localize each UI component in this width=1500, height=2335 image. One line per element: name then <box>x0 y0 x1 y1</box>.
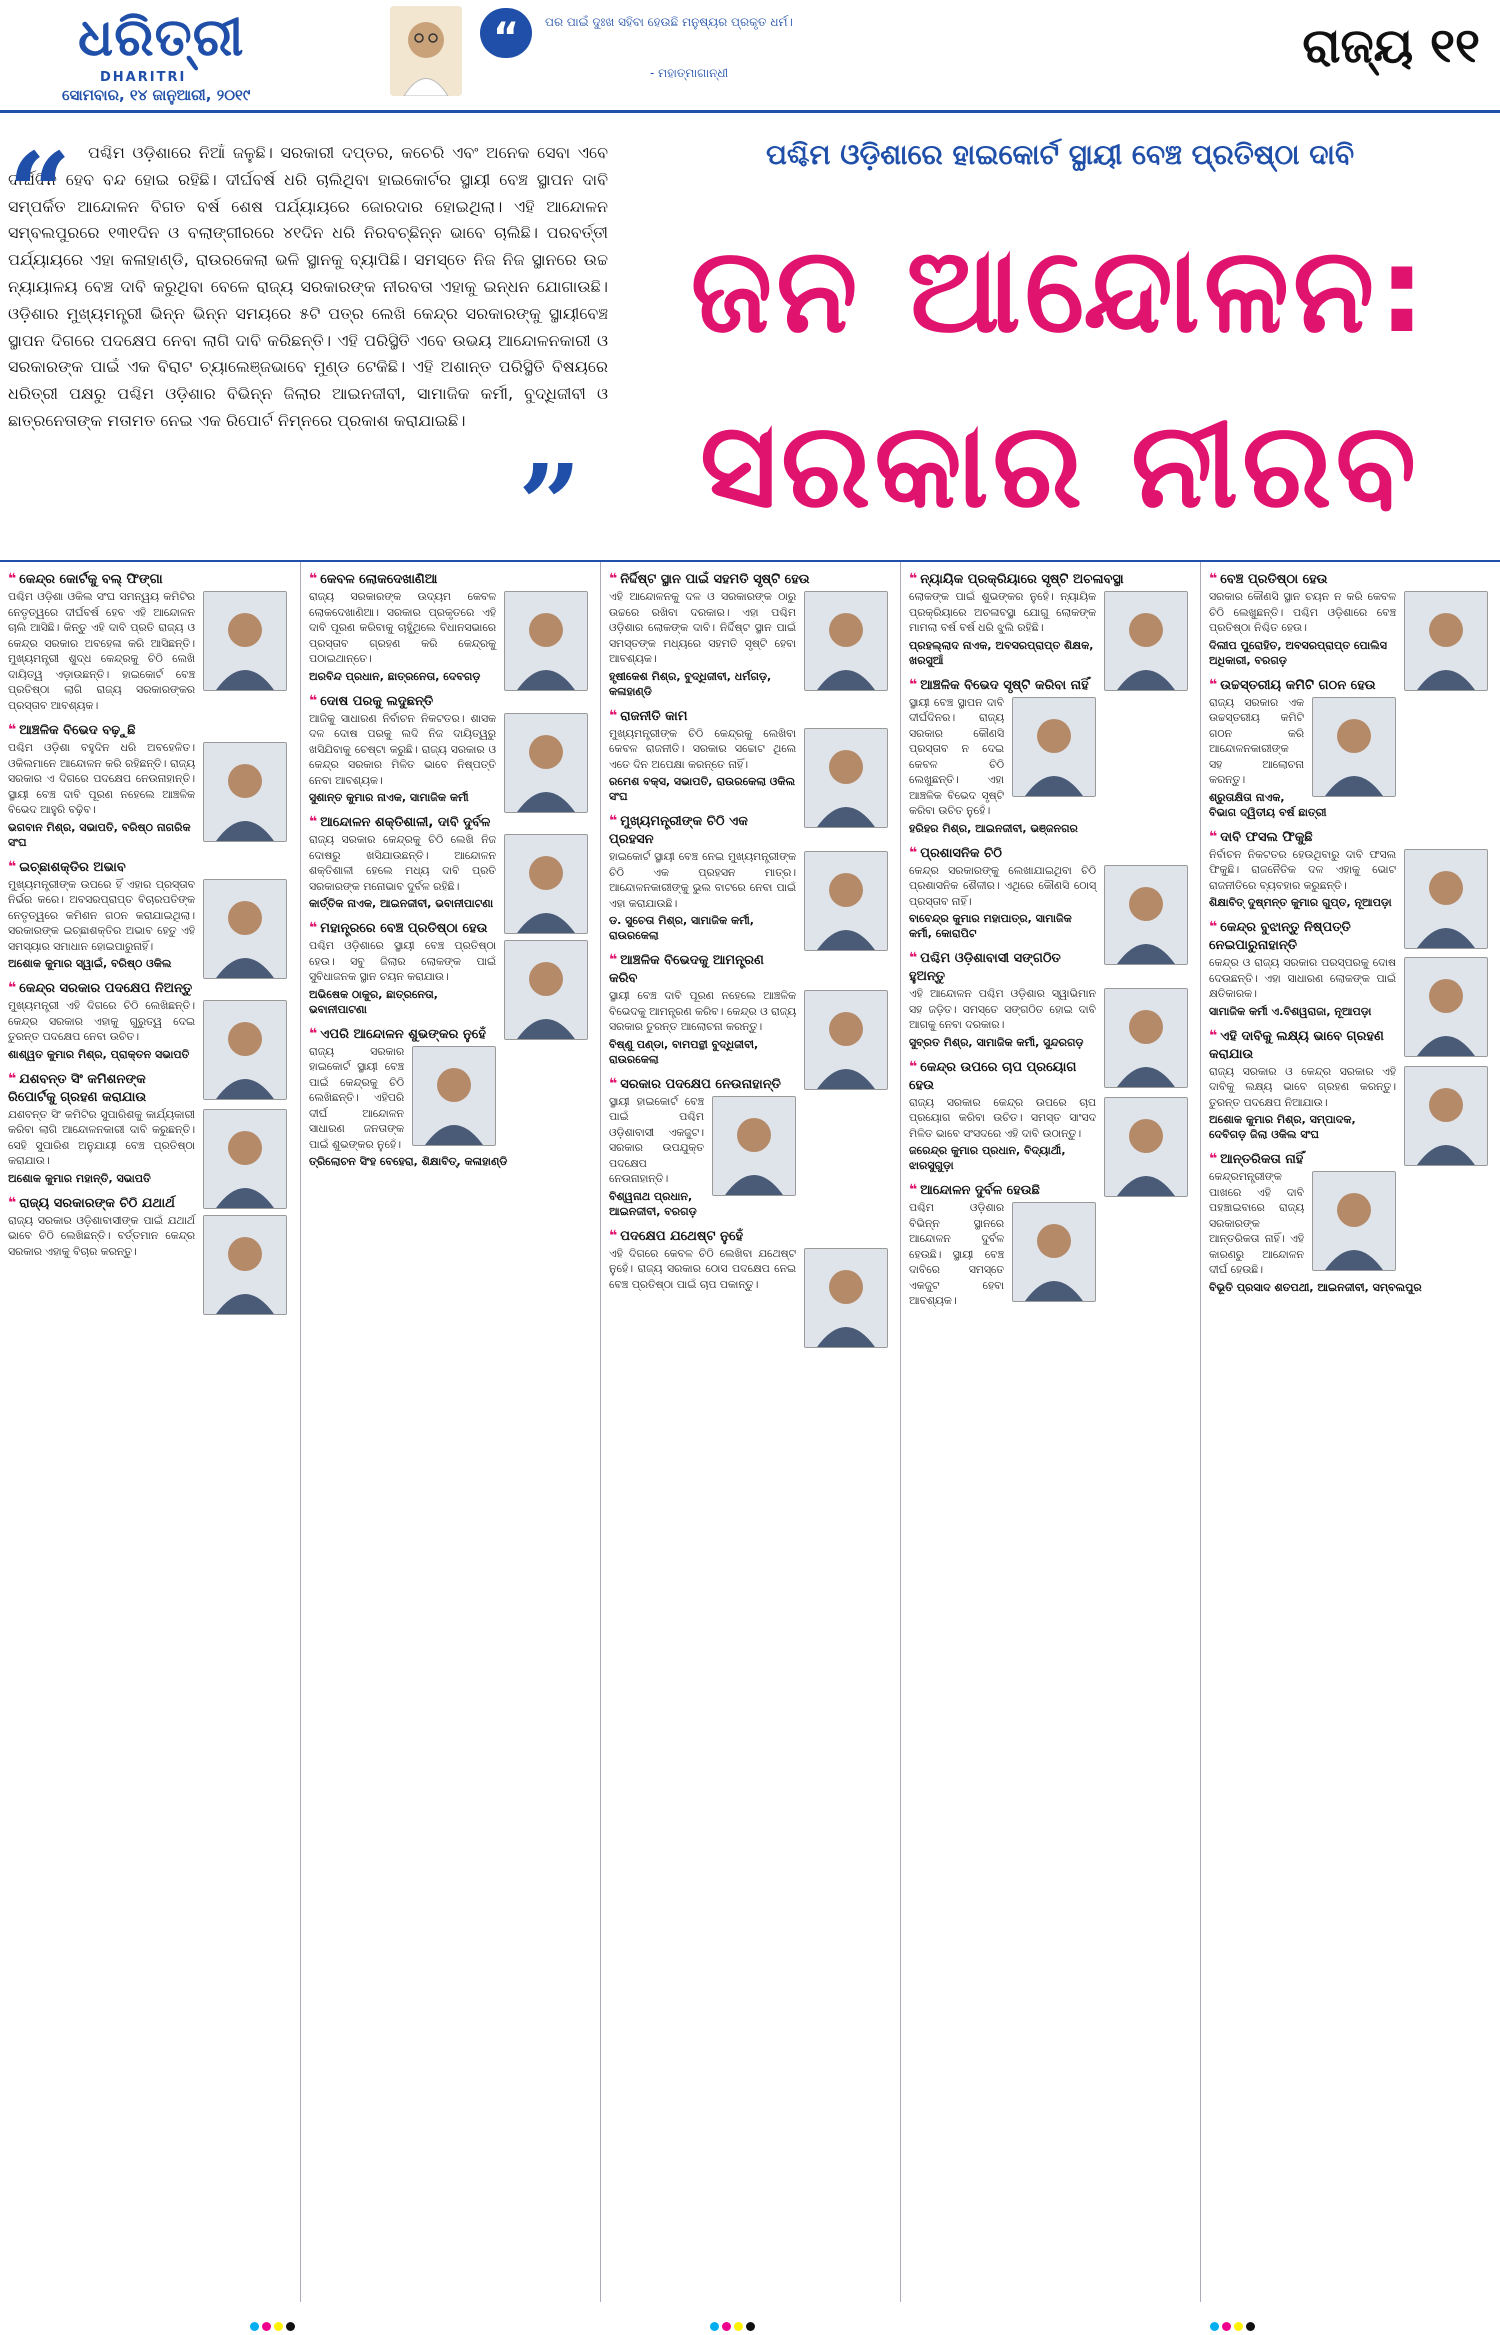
opinion-headline: ❝ ଏପରି ଆନ୍ଦୋଳନ ଶୁଭଙ୍କର ନୁହେଁ <box>309 1025 588 1044</box>
section-label: ରାଜ୍ୟ ୧୧ <box>1302 18 1480 74</box>
dateline: ସୋମବାର, ୧୪ ଜାନୁଆରୀ, ୨୦୧୯ <box>62 86 251 104</box>
masthead <box>0 0 1500 113</box>
contributor-byline: ଅରବିନ୍ଦ ପ୍ରଧାନ, ଛାତ୍ରନେତା, ଦେବଗଡ଼ <box>309 669 481 683</box>
color-registration-dots <box>1210 2316 1258 2335</box>
contributor-photo <box>1012 697 1096 797</box>
contributor-byline: ଅଶୋକ କୁମାର ମିଶ୍ର, ସମ୍ପାଦକ, ଦେବିଗଡ଼ ଜିଲା ଓକିଲ ସଂଘ <box>1209 1113 1356 1141</box>
opinion-item <box>909 1181 1188 1309</box>
contributor-photo <box>1104 591 1188 691</box>
open-quote-icon: “ <box>8 128 72 257</box>
contributor-byline: ସାମାଜିକ କର୍ମୀ ଏ.ବିଶୱରାଜା, ନୂଆପଡ଼ା <box>1209 1004 1372 1018</box>
opinion-text: ପଶ୍ଚିମ ଓଡ଼ିଶା ଓକିଲ ସଂଘ ସମନ୍ୱୟ କମିଟିର ନେତୃତ୍ୱରେ ଦୀର୍ଘବର୍ଷ ହେବ ଏହି ଆନ୍ଦୋଳନ ଚାଲି ଆସିଛି। କିନ୍ତୁ ଏହି ଦାବି ପ୍ରତି ରାଜ୍ୟ ଓ କେନ୍ଦ୍ର ସରକାର ଅବହେଳା କରି ଆସିଛନ୍ତି। ମୁଖ୍ୟମନ୍ତ୍ରୀ ଶୁଦ୍ଧ କେନ୍ଦ୍ରକୁ ଚିଠି ଲେଖି ଦାୟିତ୍ୱ ଏଡ଼ାଉଛନ୍ତି। ହାଇକୋର୍ଟ ବେଞ୍ଚ ପ୍ରତିଷ୍ଠା ଲାଗି ରାଜ୍ୟ ସରକାରଙ୍କର ପ୍ରସ୍ତାବ ଆବଶ୍ୟକ। <box>8 590 195 712</box>
contributor-byline: ଦିଲୀପ ପୁରୋହିତ, ଅବସରପ୍ରାପ୍ତ ପୋଲିସ ଅଧିକାରୀ, ବରଗଡ଼ <box>1209 638 1387 667</box>
opinion-text: ଏହି ଆନ୍ଦୋଳନକୁ ଦଳ ଓ ସରକାରଙ୍କ ଠାରୁ ଉଚ୍ଚରେ ରଖିବା ଦରକାର। ଏହା ପଶ୍ଚିମ ଓଡ଼ିଶାର ଲୋକଙ୍କ ଦାବି। ନିର୍ଦ୍ଦିଷ୍ଟ ସ୍ଥାନ ପାଇଁ ସମସ୍ତଙ୍କ ମଧ୍ୟରେ ସହମତି ସୃଷ୍ଟି ହେବା ଆବଶ୍ୟକ। <box>609 590 796 665</box>
opinion-headline: ❝ ଆଞ୍ଚଳିକ ବିଭେଦ ସୃଷ୍ଟି କରିବା ନାହିଁ <box>909 676 1188 695</box>
opinion-item <box>909 570 1188 668</box>
opinion-text: ସ୍ଥାୟୀ ହାଇକୋର୍ଟ ବେଞ୍ଚ ପାଇଁ ପଶ୍ଚିମ ଓଡ଼ିଶାବାସୀ ଏକଜୁଟ। ସରକାର ଉପଯୁକ୍ତ ପଦକ୍ଷେପ ନେଉନାହାନ୍ତି। <box>609 1094 704 1185</box>
contributor-byline: ବାବେନ୍ଦ୍ର କୁମାର ମହାପାତ୍ର, ସାମାଜିକ କର୍ମୀ, କୋରାପିଟ <box>909 912 1072 940</box>
contributor-photo <box>1012 1202 1096 1302</box>
opinion-headline: ❝ ସରକାର ପଦକ୍ଷେପ ନେଉନାହାନ୍ତି <box>609 1075 888 1094</box>
opinion-item <box>609 707 888 805</box>
contributor-photo <box>504 713 588 813</box>
opinion-text: ଏହି ଆନ୍ଦୋଳନ ପଶ୍ଚିମ ଓଡ଼ିଶାର ସ୍ୱାଭିମାନ ସହ ଜଡ଼ିତ। ସମସ୍ତେ ସଙ୍ଗଠିତ ହୋଇ ଦାବି ଆଗକୁ ନେବା ଦରକାର। <box>909 987 1096 1031</box>
opinion-item <box>309 1025 588 1170</box>
contributor-byline: ବିଶ୍ୱନାଥ ପ୍ରଧାନ, ଆଇନଜୀବୀ, ବରଗଡ଼ <box>609 1189 697 1218</box>
contributor-photo <box>412 1046 496 1146</box>
contributor-byline: ଅଶୋକ କୁମାର ସ୍ୱାଇଁ, ବରିଷ୍ଠ ଓକିଲ <box>8 957 172 970</box>
opinion-headline: ❝ ଆଞ୍ଚଳିକ ବିଭେଦକୁ ଆମନ୍ତ୍ରଣ କରିବ <box>609 951 888 988</box>
opinion-headline: ❝ ନିର୍ଦ୍ଦିଷ୍ଟ ସ୍ଥାନ ପାଇଁ ସହମତି ସୃଷ୍ଟି ହେଉ <box>609 570 888 589</box>
opinion-text: ରାଜ୍ୟ ସରକାର ଓ କେନ୍ଦ୍ର ସରକାର ଏହି ଦାବିକୁ ଲକ୍ଷ୍ୟ ଭାବେ ଗ୍ରହଣ କରନ୍ତୁ। ତୁରନ୍ତ ପଦକ୍ଷେପ ନିଆଯାଉ। <box>1209 1064 1396 1109</box>
opinion-text: ରାଜ୍ୟ ସରକାରଙ୍କ ଉଦ୍ୟମ କେବଳ ଲୋକଦେଖାଣିଆ। ସରକାର ପ୍ରକୃତରେ ଏହି ଦାବି ପୂରଣ କରିବାକୁ ଚାହୁଁଥିଲେ ବିଧାନସଭାରେ ପ୍ରସ୍ତାବ ଗ୍ରହଣ କରି କେନ୍ଦ୍ରକୁ ପଠାଇଥାନ୍ତେ। <box>309 590 496 665</box>
contributor-photo <box>203 1109 287 1209</box>
contributor-byline: ବିଷ୍ଣୁ ପଣ୍ଡା, ବାମପନ୍ଥୀ ବୁଦ୍ଧିଜୀବୀ, ରାଉରକେଲା <box>609 1037 759 1066</box>
opinion-item <box>8 858 287 972</box>
opinion-headline: ❝ କେନ୍ଦ୍ର ସରକାର ପଦକ୍ଷେପ ନିଅନ୍ତୁ <box>8 979 287 998</box>
contributor-photo <box>1312 1171 1396 1271</box>
opinion-headline: ❝ ଇଚ୍ଛାଶକ୍ତିର ଅଭାବ <box>8 858 287 877</box>
opinion-headline: ❝ ଦୋଷ ପରକୁ ଲଦୁଛନ୍ତି <box>309 692 588 711</box>
opinion-item <box>609 570 888 699</box>
column-4 <box>900 562 1194 2302</box>
opinion-text: ସ୍ଥାୟୀ ବେଞ୍ଚ ଦାବି ପୂରଣ ନହେଲେ ଆଞ୍ଚଳିକ ବିଭେଦକୁ ଆମନ୍ତ୍ରଣ କରିବ। କେନ୍ଦ୍ର ଓ ରାଜ୍ୟ ସରକାର ତୁରନ୍ତ ଆଲୋଚନା କରନ୍ତୁ। <box>609 989 796 1033</box>
newspaper-logo: ଧରିତ୍ରୀ <box>78 8 245 68</box>
opinion-text: କେନ୍ଦ୍ର ଓ ରାଜ୍ୟ ସରକାର ପରସ୍ପରକୁ ଦୋଷ ଦେଉଛନ୍ତି। ଏହା ସାଧାରଣ ଲୋକଙ୍କ ପାଇଁ କ୍ଷତିକାରକ। <box>1209 956 1396 1000</box>
opinion-item <box>8 570 287 713</box>
opinion-text: ମୁଖ୍ୟମନ୍ତ୍ରୀଙ୍କ ଉପରେ ହିଁ ଏହାର ପ୍ରସ୍ତାବ ନିର୍ଭର କରେ। ଅବସରପ୍ରାପ୍ତ ବିଚାରପତିଙ୍କ ନେତୃତ୍ୱରେ କମିଶନ ଗଠନ କରାଯାଇଥିଲା। ସରକାରଙ୍କ ଇଚ୍ଛାଶକ୍ତିର ଅଭାବ ହେତୁ ଏହି ସମସ୍ୟାର ସମାଧାନ ହୋଇପାରୁନାହିଁ। <box>8 877 195 953</box>
opinion-text: କେନ୍ଦ୍ରମନ୍ତ୍ରୀଙ୍କ ପାଖରେ ଏହି ଦାବି ପହଞ୍ଚାଇବାରେ ରାଜ୍ୟ ସରକାରଙ୍କ ଆନ୍ତରିକତା ନାହିଁ। ଏହି କାରଣରୁ ଆନ୍ଦୋଳନ ଦୀର୍ଘ ହେଉଛି। <box>1209 1170 1304 1276</box>
contributor-photo <box>804 728 888 828</box>
contributor-photo <box>804 851 888 951</box>
contributor-byline: ହରିହର ମିଶ୍ର, ଆଇନଜୀବୀ, ଭଞ୍ଜନଗର <box>909 821 1078 835</box>
contributor-photo <box>804 591 888 691</box>
contributor-photo <box>203 1000 287 1100</box>
contributor-byline: ବିଭୂତି ପ୍ରସାଦ ଶତପଥୀ, ଆଇନଜୀବୀ, ସମ୍ବଲପୁର <box>1209 1280 1422 1294</box>
opinion-text: ନିର୍ବାଚନ ନିକଟତର ହେଉଥିବାରୁ ଦାବି ଫସଲ ଫିକୁଛି। ରାଜନୈତିକ ଦଳ ଏହାକୁ ଭୋଟ ରାଜନୀତିରେ ବ୍ୟବହାର କରୁଛନ୍ତି। <box>1209 847 1396 892</box>
contributor-photo <box>1404 591 1488 691</box>
opinion-text: ହାଇକୋର୍ଟ ସ୍ଥାୟୀ ବେଞ୍ଚ ନେଇ ମୁଖ୍ୟମନ୍ତ୍ରୀଙ୍କ ଚିଠି ଏକ ପ୍ରହସନ ମାତ୍ର। ଆନ୍ଦୋଳନକାରୀଙ୍କୁ ଭୁଲ ବାଟରେ ନେବା ପାଇଁ ଏହା କରାଯାଉଛି। <box>609 850 796 910</box>
opinion-item <box>8 979 287 1062</box>
contributor-byline: ଡ. ସୁଚେତା ମିଶ୍ର, ସାମାଜିକ କର୍ମୀ, ରାଉରକେଲା <box>609 914 754 942</box>
contributor-photo <box>804 1248 888 1348</box>
opinion-text: ମୁଖ୍ୟମନ୍ତ୍ରୀ ଏହି ଦିଗରେ ଚିଠି ଲେଖିଛନ୍ତି। କେନ୍ଦ୍ର ସରକାର ଏହାକୁ ଗୁରୁତ୍ୱ ଦେଇ ତୁରନ୍ତ ପଦକ୍ଷେପ ନେବା ଉଚିତ। <box>8 999 195 1043</box>
color-registration-dots <box>250 2316 298 2335</box>
opinion-headline: ❝ କେବଳ ଲୋକଦେଖାଣିଆ <box>309 570 588 589</box>
opinion-item <box>909 676 1188 836</box>
contributor-photo <box>712 1096 796 1196</box>
opinion-headline: ❝ ଆନ୍ଦୋଳନ ଦୁର୍ବଳ ହେଉଛି <box>909 1181 1188 1200</box>
opinion-text: ପଶ୍ଚିମ ଓଡ଼ିଶା ବହୁଦିନ ଧରି ଅବହେଳିତ। ଓକିଲମାନେ ଆନ୍ଦୋଳନ କରି ରହିଛନ୍ତି। ରାଜ୍ୟ ସରକାର ଏ ଦିଗରେ ପଦକ୍ଷେପ ନେଉନାହାନ୍ତି। ସ୍ଥାୟୀ ବେଞ୍ଚ ଦାବି ପୂରଣ ନହେଲେ ଆଞ୍ଚଳିକ ବିଭେଦ ଆହୁରି ବଢ଼ିବ। <box>8 741 195 816</box>
opinion-text: ରାଜ୍ୟ ସରକାର କେନ୍ଦ୍ର ଉପରେ ଚାପ ପ୍ରୟୋଗ କରିବା ଉଚିତ। ସମସ୍ତ ସାଂସଦ ମିଳିତ ଭାବେ ସଂସଦରେ ଏହି ଦାବି ଉଠାନ୍ତୁ। <box>909 1095 1096 1140</box>
opinion-item <box>309 570 588 684</box>
opinion-item <box>309 813 588 911</box>
opinion-headline: ❝ କେନ୍ଦ୍ର ବୁଝାନ୍ତୁ ନିଷ୍ପତ୍ତି ନେଇପାରୁନାହାନ୍ତି <box>1209 918 1488 955</box>
quote-icon: “ <box>480 8 532 58</box>
opinion-headline: ❝ ଯଶବନ୍ତ ସିଂ କମିଶନଙ୍କ ରିପୋର୍ଟକୁ ଗ୍ରହଣ କରାଯାଉ <box>8 1070 287 1107</box>
headline-line-1: ଜନ ଆନ୍ଦୋଳନ: <box>690 221 1430 359</box>
opinion-headline: ❝ ଆନ୍ଦୋଳନ ଶକ୍ତିଶାଳୀ, ଦାବି ଦୁର୍ବଳ <box>309 813 588 832</box>
opinion-headline: ❝ ଆଞ୍ଚଳିକ ବିଭେଦ ବଢ଼ୁଛି <box>8 721 287 740</box>
opinion-item <box>609 1075 888 1219</box>
opinion-item <box>609 812 888 943</box>
kicker: ପଶ୍ଚିମ ଓଡ଼ିଶାରେ ହାଇକୋର୍ଟ ସ୍ଥାୟୀ ବେଞ୍ଚ ପ୍ରତିଷ୍ଠା ଦାବି <box>765 138 1355 171</box>
opinion-text: ଆଜିକୁ ସାଧାରଣ ନିର୍ବାଚନ ନିକଟତର। ଶାସକ ଦଳ ଦୋଷ ପରକୁ ଲଦି ନିଜ ଦାୟିତ୍ୱରୁ ଖସିଯିବାକୁ ଚେଷ୍ଟା କରୁଛି। ରାଜ୍ୟ ସରକାର ଓ କେନ୍ଦ୍ର ସରକାର ମିଳିତ ଭାବେ ନିଷ୍ପତ୍ତି ନେବା ଆବଶ୍ୟକ। <box>309 711 496 787</box>
opinion-text: ଲୋକଙ୍କ ପାଇଁ ଶୁଭଙ୍କର ନୁହେଁ। ନ୍ୟାୟିକ ପ୍ରକ୍ରିୟାରେ ଅଚଳାବସ୍ଥା ଯୋଗୁ ଲୋକଙ୍କ ମାମଲା ବର୍ଷ ବର୍ଷ ଧରି ଝୁଲି ରହିଛି। <box>909 590 1096 634</box>
opinion-headline: ❝ ବେଞ୍ଚ ପ୍ରତିଷ୍ଠା ହେଉ <box>1209 570 1488 589</box>
contributor-byline: ରମେଶ ବକ୍ସ, ସଭାପତି, ରାଉରକେଲା ଓକିଲ ସଂଘ <box>609 775 796 803</box>
opinion-text: ଯଶବନ୍ତ ସିଂ କମିଟିର ସୁପାରିଶକୁ କାର୍ଯ୍ୟକାରୀ କରିବା ଲାଗି ଆନ୍ଦୋଳନକାରୀ ଦାବି କରୁଛନ୍ତି। ସେହି ସୁପାରିଶ ଅନୁଯାୟୀ ବେଞ୍ଚ ପ୍ରତିଷ୍ଠା କରାଯାଉ। <box>8 1107 195 1167</box>
newspaper-logo-sub: DHARITRI <box>100 70 187 85</box>
contributor-byline: ଶିକ୍ଷାବିତ୍ ଦୁଷ୍ମନ୍ତ କୁମାର ଗୁପ୍ତ, ନୂଆପଡ଼ା <box>1209 896 1392 909</box>
contributor-photo <box>804 990 888 1090</box>
column-5 <box>1200 562 1494 2302</box>
opinion-text: ରାଜ୍ୟ ସରକାର ହାଇକୋର୍ଟ ସ୍ଥାୟୀ ବେଞ୍ଚ ପାଇଁ କେନ୍ଦ୍ରକୁ ଚିଠି ଲେଖିଛନ୍ତି। ଏହିପରି ଦୀର୍ଘ ଆନ୍ଦୋଳନ ସାଧାରଣ ଜନତାଙ୍କ ପାଇଁ ଶୁଭଙ୍କର ନୁହେଁ। <box>309 1044 404 1151</box>
opinion-text: ମୁଖ୍ୟମନ୍ତ୍ରୀଙ୍କ ଚିଠି କେନ୍ଦ୍ରକୁ ଲେଖିବା କେବଳ ରାଜନୀତି। ସରକାର ସଚ୍ଚୋଟ ଥିଲେ ଏତେ ଦିନ ଅପେକ୍ଷା କରନ୍ତେ ନାହିଁ। <box>609 726 796 771</box>
contributor-byline: ଜରେନ୍ଦ୍ର କୁମାର ପ୍ରଧାନ, ବିଦ୍ୟାର୍ଥୀ, ଝାରସୁଗୁଡ଼ା <box>909 1144 1066 1172</box>
opinion-headline: ❝ ମୁଖ୍ୟମନ୍ତ୍ରୀଙ୍କ ଚିଠି ଏକ ପ୍ରହସନ <box>609 812 888 849</box>
opinion-item <box>1209 1150 1488 1295</box>
column-1 <box>0 562 293 2302</box>
contributor-byline: ହୃଷୀକେଶ ମିଶ୍ର, ବୁଦ୍ଧିଜୀବୀ, ଧର୍ମଗଡ଼, କଳାହାଣ୍ଡି <box>609 669 772 698</box>
opinion-headline: ❝ ଉଚ୍ଚସ୍ତରୀୟ କମିଟି ଗଠନ ହେଉ <box>1209 676 1488 695</box>
gandhi-portrait <box>390 6 462 96</box>
opinion-headline: ❝ ପଦକ୍ଷେପ ଯଥେଷ୍ଟ ନୁହେଁ <box>609 1227 888 1246</box>
contributor-photo <box>203 1215 287 1315</box>
opinion-text: ପଶ୍ଚିମ ଓଡ଼ିଶାରେ ସ୍ଥାୟୀ ବେଞ୍ଚ ପ୍ରତିଷ୍ଠା ହେଉ। ସବୁ ଜିଲାର ଲୋକଙ୍କ ପାଇଁ ସୁବିଧାଜନକ ସ୍ଥାନ ଚୟନ କରାଯାଉ। <box>309 939 496 983</box>
opinion-item <box>609 951 888 1067</box>
quote-author: - ମହାତ୍ମାଗାନ୍ଧୀ <box>650 66 729 80</box>
opinion-headline: ❝ ଆନ୍ତରିକତା ନାହିଁ <box>1209 1150 1488 1169</box>
opinion-item <box>1209 828 1488 911</box>
contributor-photo <box>504 591 588 691</box>
opinion-headline: ❝ କେନ୍ଦ୍ର କୋର୍ଟକୁ ବଲ୍ ଫିଙ୍ଗା <box>8 570 287 589</box>
opinion-headline: ❝ ଦାବି ଫସଲ ଫିକୁଛି <box>1209 828 1488 847</box>
contributor-byline: ଶ୍ରୁତାକ୍ଷିତା ନାଏକ, ବିଭାଗ ଦ୍ୱିତୀୟ ବର୍ଷ ଛାତ୍ରୀ <box>1209 790 1327 819</box>
contributor-photo <box>203 742 287 842</box>
opinion-headline: ❝ ପ୍ରଶାସନିକ ଚିଠି <box>909 844 1188 863</box>
close-quote-icon: ” <box>518 440 582 569</box>
contributor-photo <box>203 879 287 979</box>
headline-line-2: ସରକାର ନୀରବ <box>700 396 1420 534</box>
contributor-byline: ଭଗବାନ ମିଶ୍ର, ସଭାପତି, ବରିଷ୍ଠ ନାଗରିକ ସଂଘ <box>8 820 191 849</box>
opinion-item <box>309 692 588 806</box>
contributor-photo <box>504 940 588 1040</box>
contributor-photo <box>1312 697 1396 797</box>
opinion-headline: ❝ ରାଜ୍ୟ ସରକାରଙ୍କ ଚିଠି ଯଥାର୍ଥ <box>8 1194 287 1213</box>
contributor-photo <box>1104 1097 1188 1197</box>
opinion-headline: ❝ କେନ୍ଦ୍ର ଉପରେ ଚାପ ପ୍ରୟୋଗ ହେଉ <box>909 1058 1188 1095</box>
contributor-photo <box>1404 957 1488 1057</box>
contributor-byline: ସୁବ୍ରତ ମିଶ୍ର, ସାମାଜିକ କର୍ମୀ, ସୁନ୍ଦରଗଡ଼ <box>909 1035 1084 1049</box>
contributor-photo <box>203 591 287 691</box>
opinion-text: ରାଜ୍ୟ ସରକାର ଏକ ଉଚ୍ଚସ୍ତରୀୟ କମିଟି ଗଠନ କରି ଆନ୍ଦୋଳନକାରୀଙ୍କ ସହ ଆଲୋଚନା କରନ୍ତୁ। <box>1209 695 1304 786</box>
opinion-text: ରାଜ୍ୟ ସରକାର କେନ୍ଦ୍ରକୁ ଚିଠି ଲେଖି ନିଜ ଦୋଷରୁ ଖସିଯାଉଛନ୍ତି। ଆନ୍ଦୋଳନ ଶକ୍ତିଶାଳୀ ହେଲେ ମଧ୍ୟ ଦାବି ପ୍ରତି ସରକାରଙ୍କ ମନୋଭାବ ଦୁର୍ବଳ ରହିଛି। <box>309 833 496 893</box>
opinion-headline: ❝ ମହାନ୍ତ୍ରରେ ବେଞ୍ଚ ପ୍ରତିଷ୍ଠା ହେଉ <box>309 919 588 938</box>
contributor-photo <box>1104 988 1188 1088</box>
column-3 <box>600 562 894 2302</box>
opinion-text: ସରକାର କୌଣସି ସ୍ଥାନ ଚୟନ ନ କରି କେବଳ ଚିଠି ଲେଖୁଛନ୍ତି। ପଶ୍ଚିମ ଓଡ଼ିଶାରେ ବେଞ୍ଚ ପ୍ରତିଷ୍ଠା ନିଶ୍ଚିତ ହେଉ। <box>1209 590 1396 634</box>
opinions-body <box>0 560 1500 2302</box>
contributor-byline: ପ୍ରହଲ୍ଲାଦ ନାଏକ, ଅବସରପ୍ରାପ୍ତ ଶିକ୍ଷକ, ଖରସୁଆଁ <box>909 638 1094 667</box>
intro-text: ପଶ୍ଚିମ ଓଡ଼ିଶାରେ ନିଆଁ ଜଳୁଛି। ସରକାରୀ ଦପ୍ତର, କଚେରି ଏବଂ ଅନେକ ସେବା ଏବେ ଦୀର୍ଘଦିନ ହେବ ବନ୍ଦ ହୋଇ ରହିଛି। ଦୀର୍ଘବର୍ଷ ଧରି ଚାଲିଥିବା ହାଇକୋର୍ଟର ସ୍ଥାୟୀ ବେଞ୍ଚ ସ୍ଥାପନ ଦାବି ସମ୍ପର୍କିତ ଆନ୍ଦୋଳନ ବିଗତ ବର୍ଷ ଶେଷ ପର୍ଯ୍ୟାୟରେ ଜୋରଦାର ହୋଇଥିଲା। ଏହି ଆନ୍ଦୋଳନ ସମ୍ବଲପୁରରେ ୧୩୧ଦିନ ଓ ବଲାଙ୍ଗୀରରେ ୪୧ଦିନ ଧରି ନିରବଚ୍ଛିନ୍ନ ଭାବେ ଚାଲିଛି। ପରବର୍ତ୍ତୀ ପର୍ଯ୍ୟାୟରେ ଏହା କଳାହାଣ୍ଡି, ରାଉରକେଲା ଭଳି ସ୍ଥାନକୁ ବ୍ୟାପିଛି। ସମସ୍ତେ ନିଜ ନିଜ ସ୍ଥାନରେ ଉଚ୍ଚ ନ୍ୟାୟାଳୟ ବେଞ୍ଚ ଦାବି କରୁଥିବା ବେଳେ ରାଜ୍ୟ ସରକାରଙ୍କ ନୀରବତା ଏହାକୁ ଇନ୍ଧନ ଯୋଗାଉଛି। ଓଡ଼ିଶାର ମୁଖ୍ୟମନ୍ତ୍ରୀ ଭିନ୍ନ ଭିନ୍ନ ସମୟରେ ୫ଟି ପତ୍ର ଲେଖି କେନ୍ଦ୍ର ସରକାରଙ୍କୁ ସ୍ଥାୟୀବେଞ୍ଚ ସ୍ଥାପନ ଦିଗରେ ପଦକ୍ଷେପ ନେବା ଲାଗି ଦାବି କରିଛନ୍ତି। ଏହି ପରିସ୍ଥିତି ଏବେ ଉଭୟ ଆନ୍ଦୋଳନକାରୀ ଓ ସରକାରଙ୍କ ପାଇଁ ଏକ ବିରାଟ ଚ୍ୟାଲେଞ୍ଜଭାବେ ମୁଣ୍ଡ ଟେକିଛି। ଏହି ଅଶାନ୍ତ ପରିସ୍ଥିତି ବିଷୟରେ ଧରିତ୍ରୀ ପକ୍ଷରୁ ପଶ୍ଚିମ ଓଡ଼ିଶାର ବିଭିନ୍ନ ଜିଲାର ଆଇନଜୀବୀ, ସାମାଜିକ କର୍ମୀ, ବୁଦ୍ଧିଜୀବୀ ଓ ଛାତ୍ରନେତାଙ୍କ ମତାମତ ନେଇ ଏକ ରିପୋର୍ଟ ନିମ୍ନରେ ପ୍ରକାଶ କରାଯାଇଛି। <box>8 143 608 430</box>
opinion-item <box>609 1227 888 1293</box>
opinion-text: ଏହି ଦିଗରେ କେବଳ ଚିଠି ଲେଖିବା ଯଥେଷ୍ଟ ନୁହେଁ। ରାଜ୍ୟ ସରକାର ଠୋସ ପଦକ୍ଷେପ ନେଇ ବେଞ୍ଚ ପ୍ରତିଷ୍ଠା ପାଇଁ ଚାପ ପକାନ୍ତୁ। <box>609 1246 796 1291</box>
contributor-photo <box>1404 849 1488 949</box>
contributor-byline: ତ୍ରିଲୋଚନ ସିଂହ ବେହେରା, ଶିକ୍ଷାବିତ୍, କଳାହାଣ୍ଡି <box>309 1155 508 1168</box>
contributor-byline: ସୁଶାନ୍ତ କୁମାର ନାଏକ, ସାମାଜିକ କର୍ମୀ <box>309 791 469 804</box>
opinion-headline: ❝ ନ୍ୟାୟିକ ପ୍ରକ୍ରିୟାରେ ସୃଷ୍ଟି ଅଚଳାବସ୍ଥା <box>909 570 1188 589</box>
contributor-byline: ଅଭିଷେକ ଠାକୁର, ଛାତ୍ରନେତା, ଭବାନୀପାଟଣା <box>309 987 438 1016</box>
color-registration-dots <box>710 2316 758 2335</box>
opinion-text: କେନ୍ଦ୍ର ସରକାରଙ୍କୁ ଲେଖାଯାଇଥିବା ଚିଠି ପ୍ରଶାସନିକ ଶୈଳୀର। ଏଥିରେ କୌଣସି ଠୋସ୍ ପ୍ରସ୍ତାବ ନାହିଁ। <box>909 863 1096 908</box>
daily-quote: ପର ପାଇଁ ଦୁଃଖ ସହିବା ହେଉଛି ମନୁଷ୍ୟର ପ୍ରକୃତ ଧର୍ମ। <box>545 15 793 29</box>
opinion-item <box>1209 570 1488 668</box>
opinion-headline: ❝ ରାଜନୀତି କାମ <box>609 707 888 726</box>
contributor-photo <box>1404 1066 1488 1166</box>
column-2 <box>300 562 594 2302</box>
opinion-text: ସ୍ଥାୟୀ ବେଞ୍ଚ ସ୍ଥାପନ ଦାବି ଦୀର୍ଘଦିନର। ରାଜ୍ୟ ସରକାର କୌଣସି ପ୍ରସ୍ତାବ ନ ଦେଇ କେବଳ ଚିଠି ଲେଖୁଛନ୍ତି। ଏହା ଆଞ୍ଚଳିକ ବିଭେଦ ସୃଷ୍ଟି କରିବା ଉଚିତ ନୁହେଁ। <box>909 695 1004 817</box>
print-registration-marks <box>0 2308 1500 2334</box>
contributor-byline: କାର୍ତ୍ତିକ ନାଏକ, ଆଇନଜୀବୀ, ଭବାନୀପାଟଣା <box>309 897 494 910</box>
contributor-byline: ଶାଶ୍ୱତ କୁମାର ମିଶ୍ର, ପ୍ରାକ୍ତନ ସଭାପତି <box>8 1047 190 1061</box>
contributor-photo <box>1104 865 1188 965</box>
opinion-item <box>8 721 287 850</box>
opinion-item <box>1209 676 1488 820</box>
opinion-headline: ❝ ଏହି ଦାବିକୁ ଲକ୍ଷ୍ୟ ଭାବେ ଗ୍ରହଣ କରାଯାଉ <box>1209 1027 1488 1064</box>
opinion-text: ରାଜ୍ୟ ସରକାର ଓଡ଼ିଶାବାସୀଙ୍କ ପାଇଁ ଯଥାର୍ଥ ଭାବେ ଚିଠି ଲେଖିଛନ୍ତି। ବର୍ତ୍ତମାନ କେନ୍ଦ୍ର ସରକାର ଏହାକୁ ବିଚାର କରନ୍ତୁ। <box>8 1213 195 1258</box>
opinion-item <box>909 844 1188 942</box>
contributor-byline: ଅଶୋକ କୁମାର ମହାନ୍ତି, ସଭାପତି <box>8 1171 151 1185</box>
intro-block <box>8 128 612 569</box>
contributor-photo <box>504 834 588 934</box>
opinion-text: ପଶ୍ଚିମ ଓଡ଼ିଶାର ବିଭିନ୍ନ ସ୍ଥାନରେ ଆନ୍ଦୋଳନ ଦୁର୍ବଳ ହେଉଛି। ସ୍ଥାୟୀ ବେଞ୍ଚ ଦାବିରେ ସମସ୍ତେ ଏକଜୁଟ ହେବା ଆବଶ୍ୟକ। <box>909 1201 1004 1307</box>
opinion-headline: ❝ ପଶ୍ଚିମ ଓଡ଼ିଶାବାସୀ ସଙ୍ଗଠିତ ହୁଅନ୍ତୁ <box>909 949 1188 986</box>
